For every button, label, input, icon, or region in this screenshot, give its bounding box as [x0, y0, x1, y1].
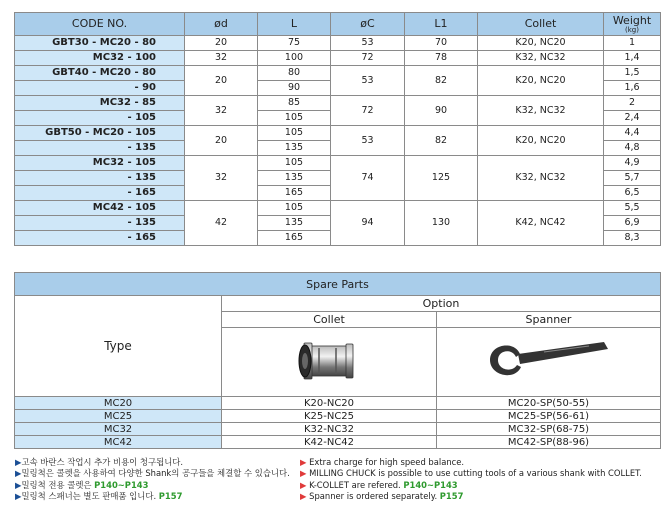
c-cell: 53 — [331, 126, 405, 156]
weight-cell: 5,7 — [604, 171, 661, 186]
bullet-triangle-icon: ▶ — [15, 468, 22, 479]
note-line: ▶ Extra charge for high speed balance. — [300, 457, 465, 467]
weight-cell: 1,5 — [604, 66, 661, 81]
spare-spanner: MC42-SP(88-96) — [437, 436, 661, 449]
note-line: ▶ MILLING CHUCK is possible to use cutting tools of a various shank with COLLET. — [300, 468, 642, 479]
l-cell: 90 — [258, 81, 331, 96]
l-cell: 105 — [258, 156, 331, 171]
note-line: ▶밀링척은 콜렛을 사용하여 다양한 Shank의 공구들을 체결할 수 있습니다. — [15, 468, 290, 479]
d-cell: 20 — [185, 126, 258, 156]
header-code: CODE NO. — [15, 13, 185, 36]
page-ref[interactable]: P157 — [439, 491, 464, 502]
weight-unit: (kg) — [625, 25, 639, 34]
note-line: ▶고속 바란스 작업시 추가 비용이 청구됩니다. — [15, 457, 184, 467]
l-cell: 85 — [258, 96, 331, 111]
weight-cell: 5,5 — [604, 201, 661, 216]
weight-cell: 1,4 — [604, 51, 661, 66]
spare-type: MC20 — [15, 397, 222, 410]
spare-collet: K25-NC25 — [222, 410, 437, 423]
code-cell: GBT50 - MC20 - 105 — [15, 126, 185, 141]
bullet-triangle-icon: ▶ — [300, 468, 307, 479]
header-l1: L1 — [405, 13, 478, 36]
collet-cell: K32, NC32 — [478, 96, 604, 126]
spare-spanner: MC32-SP(68-75) — [437, 423, 661, 436]
d-cell: 32 — [185, 96, 258, 126]
table-row — [15, 201, 661, 216]
spare-type: MC42 — [15, 436, 222, 449]
collet-cell: K42, NC42 — [478, 201, 604, 246]
code-cell: - 165 — [15, 231, 185, 246]
code-cell: - 135 — [15, 216, 185, 231]
spare-collet: K42-NC42 — [222, 436, 437, 449]
bullet-triangle-icon: ▶ — [300, 491, 307, 502]
l-cell: 105 — [258, 201, 331, 216]
weight-label: Weight — [612, 13, 652, 27]
spare-row — [15, 410, 661, 423]
code-cell: - 135 — [15, 171, 185, 186]
spec-table — [14, 12, 661, 246]
header-weight — [604, 13, 661, 36]
code-cell: MC42 - 105 — [15, 201, 185, 216]
spare-type: MC32 — [15, 423, 222, 436]
collet-cell: K20, NC20 — [478, 66, 604, 96]
weight-cell: 2 — [604, 96, 661, 111]
l-cell: 105 — [258, 111, 331, 126]
page-ref[interactable]: P157 — [158, 491, 183, 502]
note-line: ▶밀링척 스패너는 별도 판매품 입니다. P157 — [15, 491, 183, 502]
spare-row — [15, 436, 661, 449]
header-l: L — [258, 13, 331, 36]
weight-cell: 4,9 — [604, 156, 661, 171]
note-line: ▶밀링척 전용 콜렛은 P140~P143 — [15, 479, 149, 490]
c-cell: 94 — [331, 201, 405, 246]
collet-cell: K32, NC32 — [478, 156, 604, 201]
l-cell: 165 — [258, 231, 331, 246]
d-cell: 42 — [185, 201, 258, 246]
type-header: Type — [15, 296, 222, 397]
spare-row — [15, 423, 661, 436]
spanner-icon — [484, 336, 614, 386]
page-ref[interactable]: P140~P143 — [403, 479, 458, 490]
table-row — [15, 66, 661, 81]
l1-cell: 130 — [405, 201, 478, 246]
spare-type: MC25 — [15, 410, 222, 423]
bullet-triangle-icon: ▶ — [15, 457, 22, 467]
l1-cell: 82 — [405, 66, 478, 96]
note-line: ▶ K-COLLET are refered. P140~P143 — [300, 479, 458, 490]
l-cell: 165 — [258, 186, 331, 201]
spare-row — [15, 397, 661, 410]
weight-cell: 2,4 — [604, 111, 661, 126]
spare-parts-table — [14, 272, 661, 449]
code-cell: GBT30 - MC20 - 80 — [15, 36, 185, 51]
c-cell: 72 — [331, 96, 405, 126]
l-cell: 80 — [258, 66, 331, 81]
page-ref[interactable]: P140~P143 — [94, 479, 149, 490]
bullet-triangle-icon: ▶ — [15, 491, 22, 502]
weight-cell: 4,4 — [604, 126, 661, 141]
c-cell: 53 — [331, 36, 405, 51]
collet-cell: K20, NC20 — [478, 126, 604, 156]
bullet-triangle-icon: ▶ — [15, 479, 22, 490]
note-line: ▶ Spanner is ordered separately. P157 — [300, 491, 464, 502]
l1-cell: 70 — [405, 36, 478, 51]
weight-cell: 6,9 — [604, 216, 661, 231]
collet-icon — [294, 336, 364, 386]
table-row — [15, 51, 661, 66]
l1-cell: 90 — [405, 96, 478, 126]
d-cell: 20 — [185, 36, 258, 51]
weight-cell: 6,5 — [604, 186, 661, 201]
spare-parts-title: Spare Parts — [15, 273, 661, 296]
weight-cell: 4,8 — [604, 141, 661, 156]
d-cell: 32 — [185, 156, 258, 201]
code-cell: - 105 — [15, 111, 185, 126]
l-cell: 135 — [258, 171, 331, 186]
collet-image-cell — [222, 328, 437, 397]
l-cell: 135 — [258, 141, 331, 156]
spare-collet: K20-NC20 — [222, 397, 437, 410]
header-d: ød — [185, 13, 258, 36]
d-cell: 20 — [185, 66, 258, 96]
l1-cell: 78 — [405, 51, 478, 66]
collet-cell: K20, NC20 — [478, 36, 604, 51]
l-cell: 105 — [258, 126, 331, 141]
collet-cell: K32, NC32 — [478, 51, 604, 66]
l1-cell: 82 — [405, 126, 478, 156]
code-cell: - 90 — [15, 81, 185, 96]
weight-cell: 8,3 — [604, 231, 661, 246]
c-cell: 53 — [331, 66, 405, 96]
l1-cell: 125 — [405, 156, 478, 201]
spec-header-row — [15, 13, 661, 36]
table-row — [15, 156, 661, 171]
bullet-triangle-icon: ▶ — [300, 457, 307, 467]
spare-spanner: MC25-SP(56-61) — [437, 410, 661, 423]
table-row — [15, 126, 661, 141]
code-cell: MC32 - 105 — [15, 156, 185, 171]
l-cell: 75 — [258, 36, 331, 51]
code-cell: GBT40 - MC20 - 80 — [15, 66, 185, 81]
code-cell: - 135 — [15, 141, 185, 156]
table-row — [15, 96, 661, 111]
weight-cell: 1,6 — [604, 81, 661, 96]
notes-english — [300, 457, 642, 503]
spare-collet: K32-NC32 — [222, 423, 437, 436]
spare-spanner: MC20-SP(50-55) — [437, 397, 661, 410]
header-collet: Collet — [478, 13, 604, 36]
code-cell: MC32 - 100 — [15, 51, 185, 66]
l-cell: 100 — [258, 51, 331, 66]
collet-header: Collet — [222, 312, 437, 328]
table-row — [15, 36, 661, 51]
code-cell: - 165 — [15, 186, 185, 201]
header-c: øC — [331, 13, 405, 36]
spanner-image-cell — [437, 328, 661, 397]
l-cell: 135 — [258, 216, 331, 231]
c-cell: 74 — [331, 156, 405, 201]
notes-korean — [15, 457, 290, 503]
option-header: Option — [222, 296, 661, 312]
c-cell: 72 — [331, 51, 405, 66]
weight-cell: 1 — [604, 36, 661, 51]
spanner-header: Spanner — [437, 312, 661, 328]
d-cell: 32 — [185, 51, 258, 66]
code-cell: MC32 - 85 — [15, 96, 185, 111]
bullet-triangle-icon: ▶ — [300, 479, 307, 490]
